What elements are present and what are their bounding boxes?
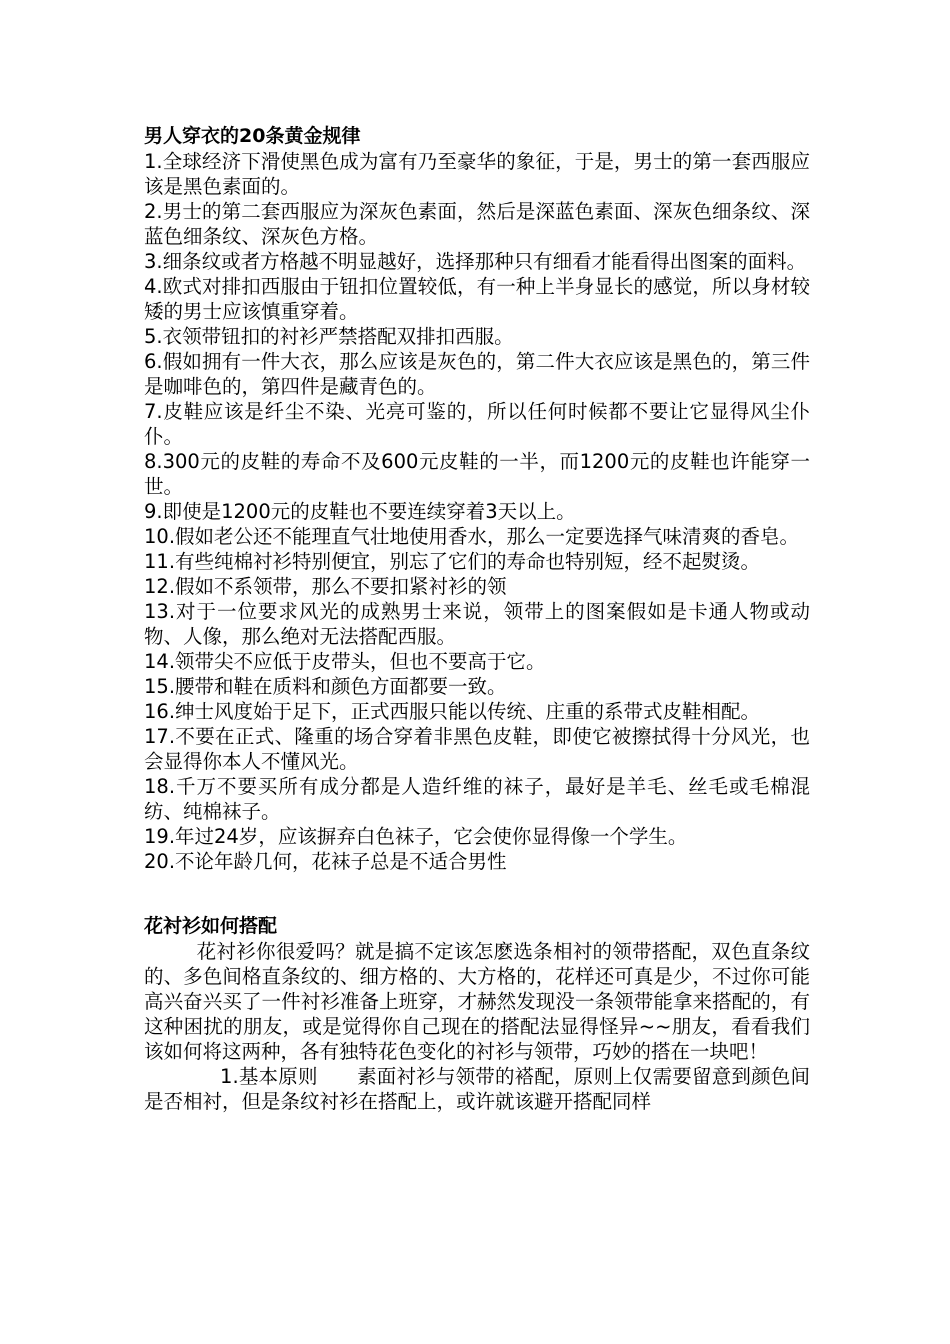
rule-item: 11.有些纯棉衬衫特别便宜，别忘了它们的寿命也特别短，经不起熨烫。	[144, 550, 761, 573]
intro-paragraph: 花衬衫你很爱吗？就是搞不定该怎麽选条相衬的领带搭配，双色直条纹的、多色间格直条纹的、细方格的、大方格的，花样还可真是少，不过你可能高兴奋兴买了一件衬衫准备上班穿，才赫然发现没一条领带能拿来搭配的，有这种困扰的朋友，或是觉得你自己现在的搭配法显得怪异~~朋友，看看我们该如何将这两种，各有独特花色变化的衬衫与领带，巧妙的搭在一块吧！	[144, 940, 810, 1063]
rule-item: 16.绅士风度始于足下，正式西服只能以传统、庄重的系带式皮鞋相配。	[144, 700, 761, 723]
rule-item: 12.假如不系领带，那么不要扣紧衬衫的领	[144, 575, 507, 598]
basic-principle-paragraph: 1.基本原则 素面衬衫与领带的褡配，原则上仅需要留意到颜色间是否相衬，但是条纹衬衫在搭配上，或许就该避开搭配同样	[144, 1065, 810, 1113]
rule-item: 19.年过24岁，应该摒弃白色袜子，它会使你显得像一个学生。	[144, 825, 688, 848]
rule-item: 7.皮鞋应该是纤尘不染、光亮可鉴的，所以任何时候都不要让它显得风尘仆仆。	[144, 400, 810, 448]
rule-item: 2.男士的第二套西服应为深灰色素面，然后是深蓝色素面、深灰色细条纹、深蓝色细条纹、深灰色方格。	[144, 200, 810, 248]
rule-item: 14.领带尖不应低于皮带头，但也不要高于它。	[144, 650, 546, 673]
rule-item: 18.千万不要买所有成分都是人造纤维的袜子，最好是羊毛、丝毛或毛棉混纺、纯棉袜子。	[144, 775, 810, 823]
rule-item: 5.衣领带钮扣的衬衫严禁搭配双排扣西服。	[144, 325, 514, 348]
rule-item: 17.不要在正式、隆重的场合穿着非黑色皮鞋，即使它被擦拭得十分风光，也会显得你本人不懂风光。	[144, 725, 810, 773]
rule-item: 6.假如拥有一件大衣，那么应该是灰色的，第二件大衣应该是黑色的，第三件是咖啡色的，第四件是藏青色的。	[144, 350, 810, 398]
rule-item: 20.不论年龄几何，花袜子总是不适合男性	[144, 850, 507, 873]
rule-item: 15.腰带和鞋在质料和颜色方面都要一致。	[144, 675, 507, 698]
rule-item: 4.欧式对排扣西服由于钮扣位置较低，有一种上半身显长的感觉，所以身材较矮的男士应该慎重穿着。	[144, 275, 810, 323]
section-title-shirt-matching: 花衬衫如何搭配	[144, 915, 278, 937]
rule-item: 3.细条纹或者方格越不明显越好，选择那种只有细看才能看得出图案的面料。	[144, 250, 807, 273]
rules-list	[144, 149, 810, 874]
rule-item: 9.即使是1200元的皮鞋也不要连续穿着3天以上。	[144, 500, 576, 523]
rule-item: 13.对于一位要求风光的成熟男士来说，领带上的图案假如是卡通人物或动物、人像，那么绝对无法搭配西服。	[144, 600, 810, 648]
section-spacer	[144, 874, 810, 914]
document-page	[144, 124, 810, 1114]
rule-item: 1.全球经济下滑使黑色成为富有乃至豪华的象征，于是，男士的第一套西服应该是黑色素面的。	[144, 150, 810, 198]
section-title-dress-rules: 男人穿衣的20条黄金规律	[144, 125, 361, 147]
rule-item: 10.假如老公还不能理直气壮地使用香水，那么一定要选择气味清爽的香皂。	[144, 525, 800, 548]
rule-item: 8.300元的皮鞋的寿命不及600元皮鞋的一半，而1200元的皮鞋也许能穿一世。	[144, 450, 810, 498]
